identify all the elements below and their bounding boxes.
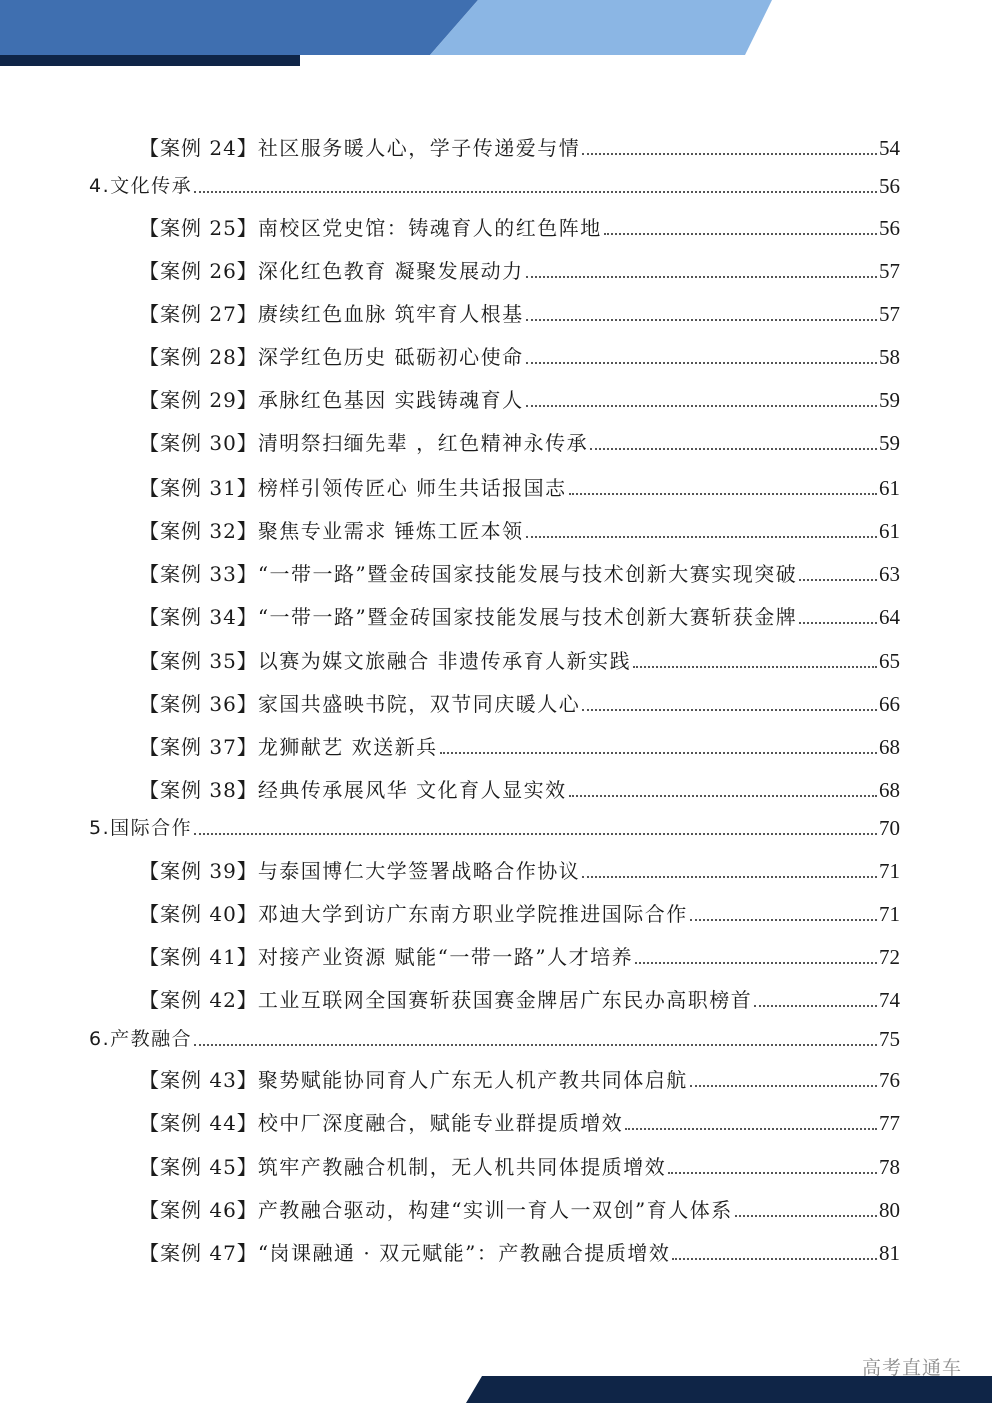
toc-case-tag: 【案例 26】: [139, 259, 258, 283]
toc-case-tag: 【案例 34】: [139, 605, 258, 629]
toc-case-entry[interactable]: [139, 859, 900, 883]
toc-case-entry[interactable]: [139, 302, 900, 326]
toc-entry-title: [139, 859, 580, 883]
toc-case-entry[interactable]: [139, 735, 900, 759]
dot-leader: [569, 795, 877, 797]
toc-page-number: 66: [879, 692, 900, 716]
toc-entry-title: [89, 816, 192, 840]
toc-case-tag: 【案例 46】: [139, 1198, 258, 1222]
toc-section-entry[interactable]: [89, 816, 900, 840]
dot-leader: [625, 1128, 877, 1130]
toc-case-entry[interactable]: [139, 902, 900, 926]
toc-page-number: 64: [879, 605, 900, 629]
toc-case-entry[interactable]: [139, 431, 900, 455]
toc-case-entry[interactable]: [139, 1241, 900, 1265]
toc-entry-title: [139, 605, 797, 629]
toc-case-tag: 【案例 36】: [139, 692, 258, 716]
toc-page-number: 54: [879, 136, 900, 160]
toc-entry-text: 承脉红色基因 实践铸魂育人: [257, 388, 524, 412]
toc-case-tag: 【案例 33】: [139, 562, 258, 586]
toc-entry-text: 社区服务暖人心，学子传递爱与情: [257, 136, 581, 160]
dot-leader: [526, 362, 877, 364]
dot-leader: [526, 536, 877, 538]
toc-entry-title: [139, 216, 602, 240]
toc-entry-text: 深学红色历史 砥砺初心使命: [257, 345, 524, 369]
toc-entry-text: 榜样引领传匠心 师生共话报国志: [257, 476, 567, 500]
toc-entry-text: 产教融合驱动，构建“实训一育人一双创”育人体系: [257, 1198, 733, 1222]
toc-section-entry[interactable]: [89, 1027, 900, 1051]
toc-case-entry[interactable]: [139, 1068, 900, 1092]
toc-case-entry[interactable]: [139, 259, 900, 283]
toc-case-entry[interactable]: [139, 605, 900, 629]
dot-leader: [194, 833, 877, 835]
dot-leader: [633, 666, 877, 668]
toc-case-entry[interactable]: [139, 778, 900, 802]
toc-page-number: 71: [879, 859, 900, 883]
toc-entry-title: [139, 259, 524, 283]
dot-leader: [526, 405, 877, 407]
dot-leader: [754, 1005, 877, 1007]
toc-entry-title: [139, 1068, 688, 1092]
toc-entry-text: 聚势赋能协同育人广东无人机产教共同体启航: [257, 1068, 688, 1092]
toc-entry-text: 4.文化传承: [89, 175, 193, 197]
dot-leader: [582, 876, 877, 878]
toc-page-number: 80: [879, 1198, 900, 1222]
dot-leader: [582, 153, 877, 155]
toc-page-number: 78: [879, 1155, 900, 1179]
toc-entry-title: [89, 1027, 192, 1051]
toc-entry-title: [139, 345, 524, 369]
toc-entry-text: 校中厂深度融合，赋能专业群提质增效: [257, 1111, 624, 1135]
dot-leader: [604, 233, 877, 235]
toc-entry-title: [139, 1198, 733, 1222]
toc-case-tag: 【案例 29】: [139, 388, 258, 412]
dot-leader: [526, 319, 877, 321]
toc-case-entry[interactable]: [139, 1155, 900, 1179]
toc-page-number: 71: [879, 902, 900, 926]
toc-case-entry[interactable]: [139, 692, 900, 716]
toc-entry-text: 筑牢产教融合机制，无人机共同体提质增效: [257, 1155, 667, 1179]
toc-entry-title: [139, 302, 524, 326]
toc-entry-title: [139, 562, 797, 586]
toc-case-entry[interactable]: [139, 1111, 900, 1135]
dot-leader: [582, 709, 877, 711]
toc-entry-text: “一带一路”暨金砖国家技能发展与技术创新大赛斩获金牌: [257, 605, 798, 629]
dot-leader: [590, 448, 877, 450]
toc-page-number: 58: [879, 345, 900, 369]
toc-case-tag: 【案例 32】: [139, 519, 258, 543]
toc-entry-title: [139, 431, 588, 455]
toc-case-entry[interactable]: [139, 388, 900, 412]
dot-leader: [569, 493, 877, 495]
toc-entry-title: [139, 1155, 666, 1179]
toc-entry-title: [89, 174, 192, 198]
dot-leader: [194, 191, 877, 193]
toc-page-number: 65: [879, 649, 900, 673]
toc-page-number: 74: [879, 988, 900, 1012]
toc-case-tag: 【案例 39】: [139, 859, 258, 883]
toc-case-entry[interactable]: [139, 649, 900, 673]
toc-page-number: 63: [879, 562, 900, 586]
toc-case-entry[interactable]: [139, 519, 900, 543]
toc-entry-title: [139, 388, 524, 412]
toc-entry-title: [139, 692, 580, 716]
toc-case-tag: 【案例 30】: [139, 431, 258, 455]
toc-page-number: 72: [879, 945, 900, 969]
toc-entry-text: “一带一路”暨金砖国家技能发展与技术创新大赛实现突破: [257, 562, 798, 586]
toc-page-number: 61: [879, 519, 900, 543]
toc-case-tag: 【案例 27】: [139, 302, 258, 326]
toc-case-tag: 【案例 40】: [139, 902, 258, 926]
toc-case-entry[interactable]: [139, 476, 900, 500]
watermark: 高考直通车: [861, 1357, 962, 1379]
toc-page-number: 68: [879, 735, 900, 759]
toc-page-number: 59: [879, 431, 900, 455]
toc-page-number: 75: [879, 1027, 900, 1051]
dot-leader: [668, 1172, 877, 1174]
toc-page-number: 57: [879, 302, 900, 326]
toc-entry-text: 聚焦专业需求 锤炼工匠本领: [257, 519, 524, 543]
toc-case-tag: 【案例 31】: [139, 476, 258, 500]
toc-page-number: 56: [879, 174, 900, 198]
toc-entry-text: 深化红色教育 凝聚发展动力: [257, 259, 524, 283]
toc-entry-text: 清明祭扫缅先辈 ，红色精神永传承: [257, 431, 589, 455]
toc-case-tag: 【案例 37】: [139, 735, 258, 759]
toc-section-entry[interactable]: [89, 174, 900, 198]
toc-case-entry[interactable]: [139, 216, 900, 240]
toc-page-number: 56: [879, 216, 900, 240]
toc-case-tag: 【案例 35】: [139, 649, 258, 673]
toc-entry-text: 邓迪大学到访广东南方职业学院推进国际合作: [257, 902, 688, 926]
toc-page-number: 68: [879, 778, 900, 802]
dot-leader: [526, 276, 877, 278]
dot-leader: [194, 1044, 877, 1046]
toc-entry-title: [139, 1111, 623, 1135]
toc-case-entry[interactable]: [139, 136, 900, 160]
dot-leader: [799, 579, 877, 581]
toc-case-tag: 【案例 45】: [139, 1155, 258, 1179]
toc-entry-text: 6.产教融合: [89, 1028, 193, 1050]
dot-leader: [735, 1215, 877, 1217]
toc-case-tag: 【案例 44】: [139, 1111, 258, 1135]
toc-page-number: 77: [879, 1111, 900, 1135]
toc-page-number: 59: [879, 388, 900, 412]
toc-entry-title: [139, 735, 438, 759]
toc-entry-text: 5.国际合作: [89, 817, 193, 839]
toc-case-tag: 【案例 41】: [139, 945, 258, 969]
dot-leader: [799, 622, 877, 624]
toc-case-tag: 【案例 47】: [139, 1241, 258, 1265]
toc-case-tag: 【案例 24】: [139, 136, 258, 160]
toc-case-tag: 【案例 42】: [139, 988, 258, 1012]
toc-entry-title: [139, 649, 631, 673]
toc-entry-title: [139, 476, 567, 500]
dot-leader: [672, 1258, 877, 1260]
toc-case-entry[interactable]: [139, 945, 900, 969]
toc-page-number: 81: [879, 1241, 900, 1265]
toc-case-entry[interactable]: [139, 345, 900, 369]
toc-page-number: 61: [879, 476, 900, 500]
toc-entry-text: 与泰国博仁大学签署战略合作协议: [257, 859, 581, 883]
toc-entry-title: [139, 519, 524, 543]
dot-leader: [440, 752, 877, 754]
toc-page-number: 76: [879, 1068, 900, 1092]
toc-case-tag: 【案例 25】: [139, 216, 258, 240]
toc-entry-title: [139, 902, 688, 926]
toc-entry-title: [139, 778, 567, 802]
toc-entry-text: 赓续红色血脉 筑牢育人根基: [257, 302, 524, 326]
dot-leader: [690, 1085, 877, 1087]
toc-entry-text: 家国共盛映书院，双节同庆暖人心: [257, 692, 581, 716]
dot-leader: [690, 919, 877, 921]
toc-entry-title: [139, 945, 633, 969]
toc-entry-text: 龙狮献艺 欢送新兵: [257, 735, 438, 759]
dot-leader: [635, 962, 877, 964]
toc-case-entry[interactable]: [139, 562, 900, 586]
toc-case-tag: 【案例 43】: [139, 1068, 258, 1092]
toc-entry-text: 以赛为媒文旅融合 非遗传承育人新实践: [257, 649, 632, 673]
toc-entry-text: 工业互联网全国赛斩获国赛金牌居广东民办高职榜首: [257, 988, 753, 1012]
toc-case-tag: 【案例 28】: [139, 345, 258, 369]
toc-entry-text: 经典传承展风华 文化育人显实效: [257, 778, 567, 802]
toc-page-number: 57: [879, 259, 900, 283]
toc-entry-title: [139, 1241, 670, 1265]
toc-page-number: 70: [879, 816, 900, 840]
toc-case-entry[interactable]: [139, 1198, 900, 1222]
toc-case-entry[interactable]: [139, 988, 900, 1012]
toc-entry-text: “岗课融通 · 双元赋能”：产教融合提质增效: [257, 1241, 671, 1265]
toc-entry-text: 南校区党史馆：铸魂育人的红色阵地: [257, 216, 602, 240]
toc-entry-title: [139, 988, 752, 1012]
toc-entry-text: 对接产业资源 赋能“一带一路”人才培养: [257, 945, 634, 969]
toc-case-tag: 【案例 38】: [139, 778, 258, 802]
toc-entry-title: [139, 136, 580, 160]
